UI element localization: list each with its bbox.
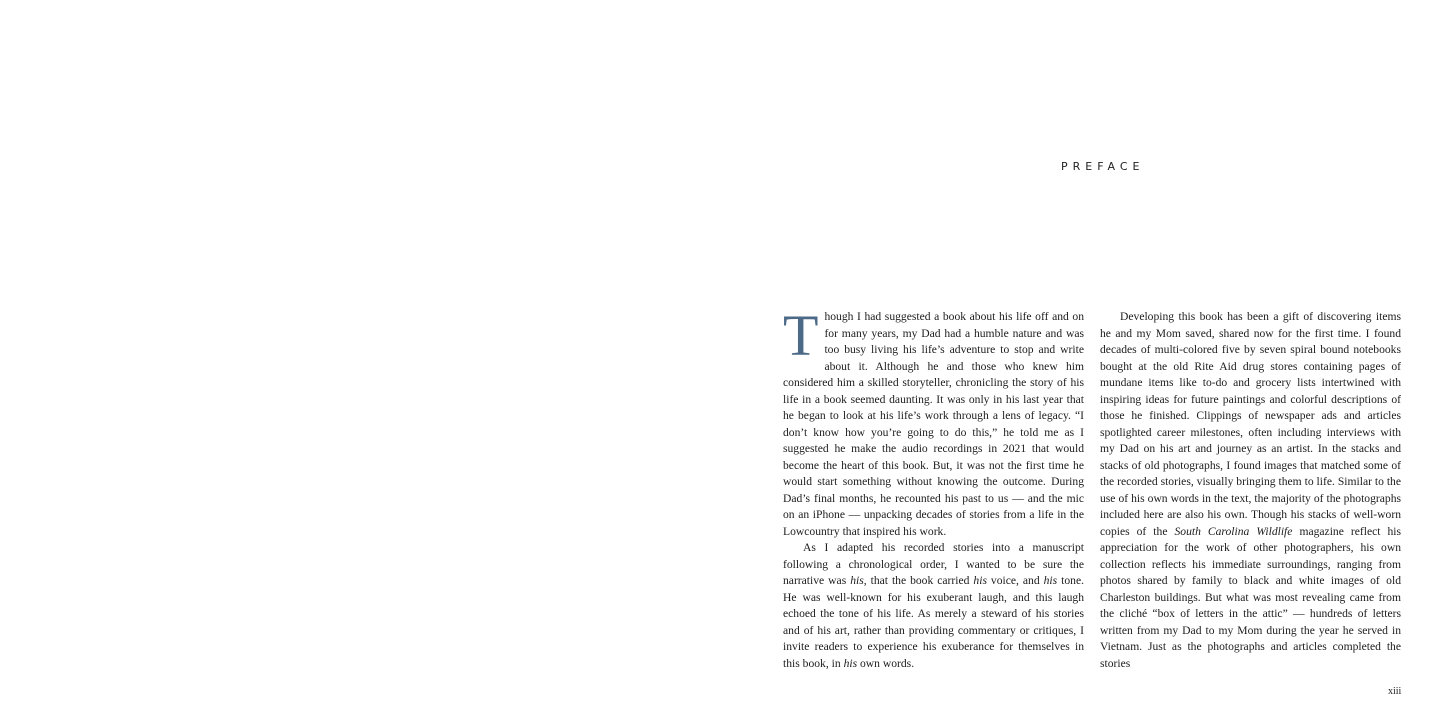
paragraph-2-text-b: , that the book carried xyxy=(863,574,974,587)
magazine-title: South Carolina Wildlife xyxy=(1174,524,1293,538)
paragraph-1 xyxy=(783,303,1084,540)
paragraph-2-emphasis-3: his xyxy=(1043,574,1058,587)
page-title: PREFACE xyxy=(1061,160,1145,173)
paragraph-2-text-a: As I adapted his recorded stories into a manuscript following a chronological order, I wanted to be sure the narrative was xyxy=(783,541,1084,587)
paragraph-2-emphasis-2: his xyxy=(973,574,987,587)
paragraph-1-text: hough I had suggested a book about his life off and on for many years, my Dad had a humble nature and was too busy living his life’s adventure to stop and write about it. Although he and those who knew him considered him a skilled storyteller, chronicling the story of his life in a book seemed daunting. It was only in his last year that he began to look at his life’s work through a lens of legacy. “I don’t know how you’re going to do this,” he told me as I suggested he make the audio recordings in 2021 that would become the heart of this book. But, it was not the first time he would start something without knowing the outcome. During Dad’s final months, he recounted his past to us — and the mic on an iPhone — unpacking decades of stories from a life in the Lowcountry that inspired his work. xyxy=(783,310,1084,538)
paragraph-3-text-a: Developing this book has been a gift of discovering items he and my Mom saved, shared now for the first time. I found decades of multi-colored five by seven spiral bound notebooks bought at the old Rite Aid drug stores containing pages of mundane items like to-do and grocery lists intertwined with inspiring ideas for future paintings and colorful descriptions of those he finished. Clippings of newspaper ads and articles spotlighted career milestones, often including interviews with my Dad on his art and journey as an artist. In the stacks and stacks of old photographs, I found images that matched some of the recorded stories, visually bringing them to life. Similar to the use of his own words in the text, the majority of the photographs included here are also his own. Though his stacks of well-worn copies of the xyxy=(1100,310,1401,538)
text-column-right xyxy=(1100,309,1401,672)
paragraph-2-emphasis-4: his xyxy=(843,656,858,670)
paragraph-2-text-d: tone. He was well-known for his exuberant laugh, and this laugh echoed the tone of his life. As merely a steward of his stories and of his art, rather than providing commentary or critiques, I invite readers to experience his exuberance for themselves in this book, in xyxy=(783,574,1084,670)
drop-cap: T xyxy=(783,303,819,368)
paragraph-2-text-e: own words. xyxy=(857,656,915,670)
text-column-left xyxy=(783,303,1084,672)
paragraph-2 xyxy=(783,540,1084,672)
paragraph-2-emphasis-1: his xyxy=(850,574,864,587)
paragraph-3-text-b: magazine reflect his appreciation for the work of other photographers, his own collection reflects his immediate surroundings, ranging from photos shared by family to black and white images of old Charleston buildings. But what was most revealing came from the cliché “box of letters in the attic” — hundreds of letters written from my Dad to my Mom during the year he served in Vietnam. Just as the photographs and articles completed the stories xyxy=(1100,524,1402,670)
paragraph-2-text-c: voice, and xyxy=(986,574,1044,587)
paragraph-3 xyxy=(1100,309,1401,672)
page-number: xiii xyxy=(1388,686,1402,697)
